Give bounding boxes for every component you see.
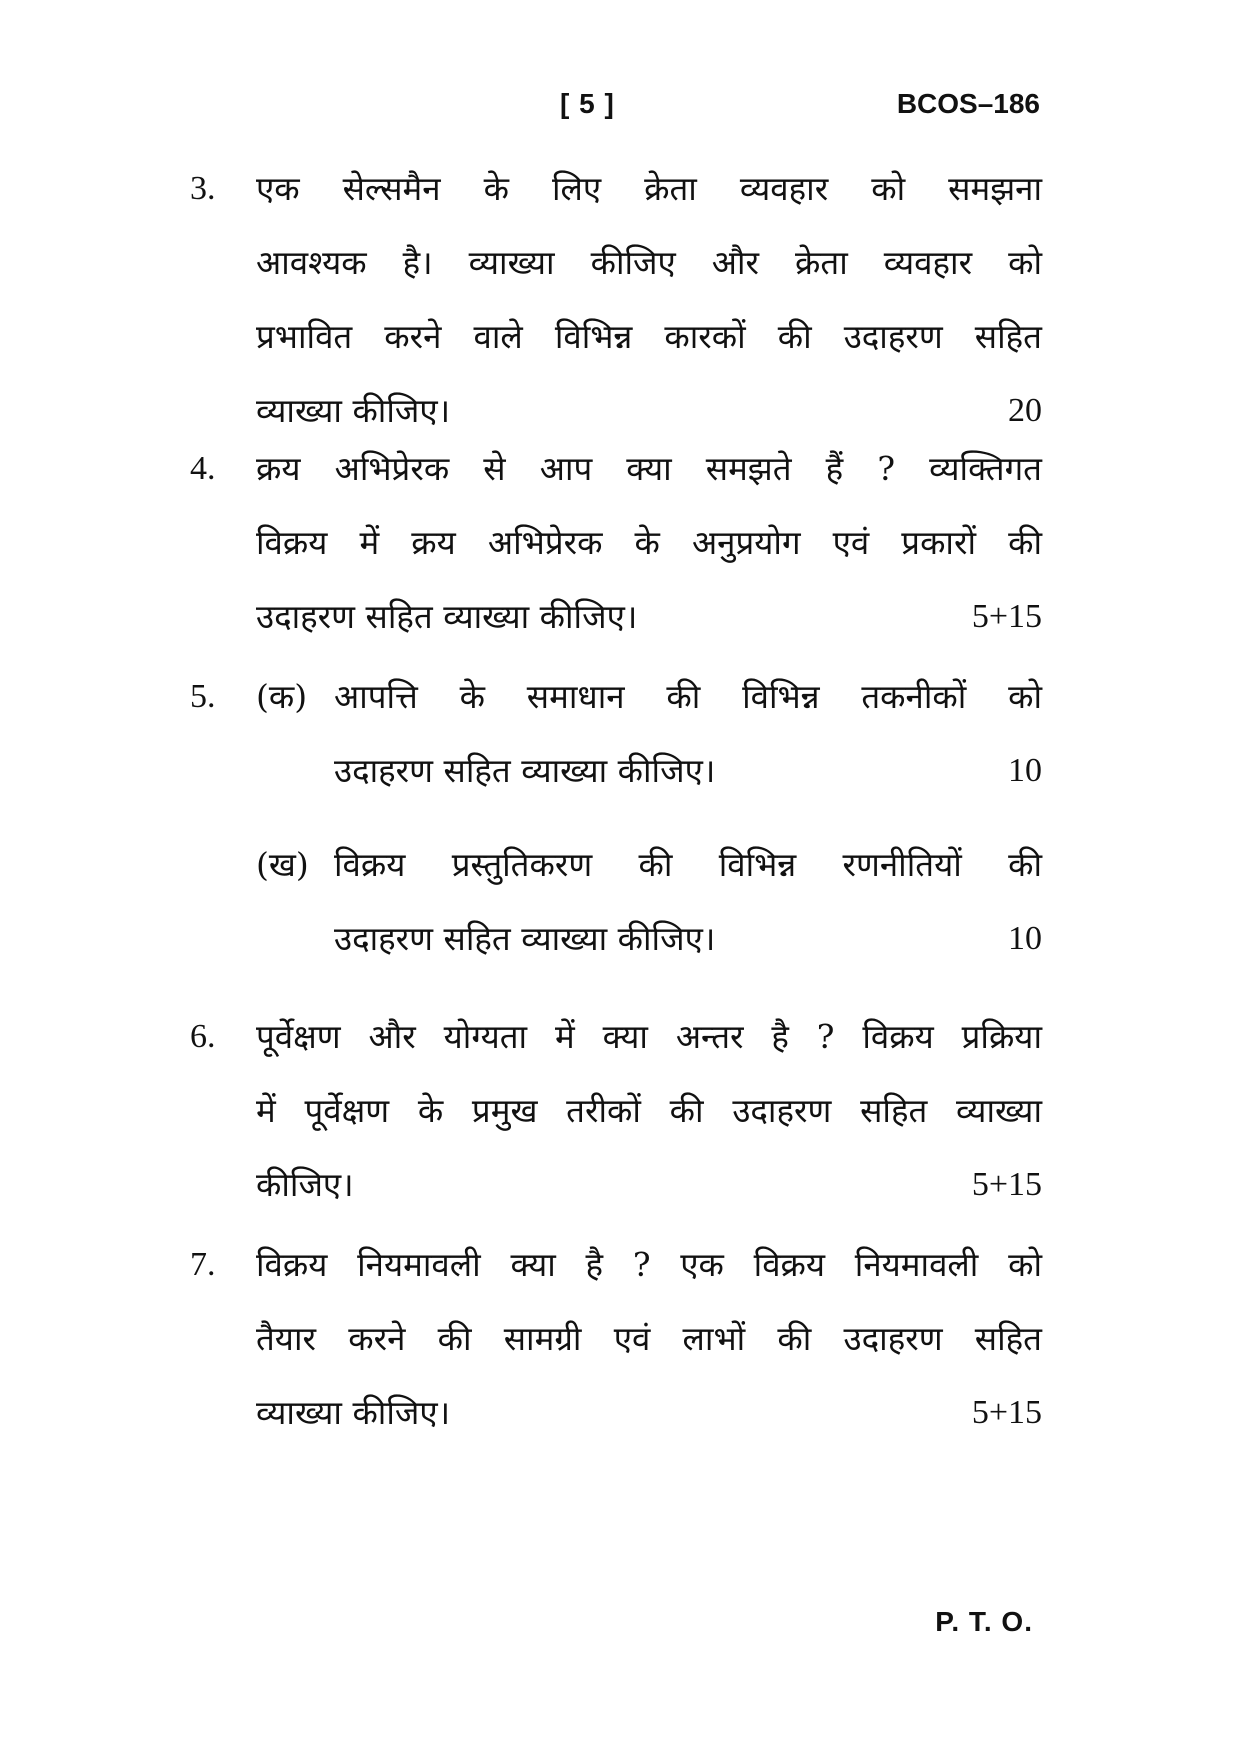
question-line: पूर्वेक्षण और योग्यता में क्या अन्तर है ? विक्रय प्रक्रिया [256,1017,1042,1056]
marks: 10 [1008,920,1042,957]
marks: 5+15 [971,1166,1042,1203]
question-line: व्याख्या कीजिए। [256,1393,451,1432]
question-line: विक्रय प्रस्तुतिकरण की विभिन्न रणनीतियों की [334,845,1042,884]
question-line: में पूर्वेक्षण के प्रमुख तरीकों की उदाहरण सहित व्याख्या [256,1091,1042,1130]
sub-question-ka [256,660,1042,808]
marks: 10 [1008,752,1042,789]
question-number: 6. [190,1018,216,1055]
question-line: उदाहरण सहित व्याख्या कीजिए। [256,597,638,636]
marks: 5+15 [971,598,1042,635]
please-turn-over: P. T. O. [935,1606,1033,1637]
question-line: आवश्यक है। व्याख्या कीजिए और क्रेता व्यवहार को [256,243,1042,282]
question-number: 4. [190,450,216,487]
sub-question-label: (ख) [256,845,309,884]
question-number: 3. [190,170,216,207]
question-line: क्रय अभिप्रेरक से आप क्या समझते हैं ? व्यक्तिगत [256,449,1042,488]
question-text [256,432,1042,654]
question-text [256,152,1042,448]
question-line: आपत्ति के समाधान की विभिन्न तकनीकों को [334,677,1042,716]
question-line: विक्रय में क्रय अभिप्रेरक के अनुप्रयोग एवं प्रकारों की [256,523,1042,562]
question-line: व्याख्या कीजिए। [256,391,451,430]
question-number: 5. [190,678,216,715]
question-line: प्रभावित करने वाले विभिन्न कारकों की उदाहरण सहित [256,317,1042,356]
sub-question-label: (क) [256,677,308,716]
marks: 5+15 [971,1394,1042,1431]
question-line: तैयार करने की सामग्री एवं लाभों की उदाहरण सहित [256,1319,1042,1358]
marks: 20 [1008,392,1042,429]
question-text [256,660,1042,996]
page-number: [ 5 ] [560,88,615,119]
paper-code: BCOS–186 [896,88,1040,119]
question-number: 7. [190,1246,216,1283]
sub-question-kha [256,828,1042,976]
question-text [256,1000,1042,1222]
question-line: विक्रय नियमावली क्या है ? एक विक्रय नियमावली को [256,1245,1042,1284]
question-line: उदाहरण सहित व्याख्या कीजिए। [334,919,716,958]
question-line: उदाहरण सहित व्याख्या कीजिए। [334,751,716,790]
question-text [256,1228,1042,1450]
question-line: एक सेल्समैन के लिए क्रेता व्यवहार को समझना [256,169,1042,208]
question-line: कीजिए। [256,1165,354,1204]
